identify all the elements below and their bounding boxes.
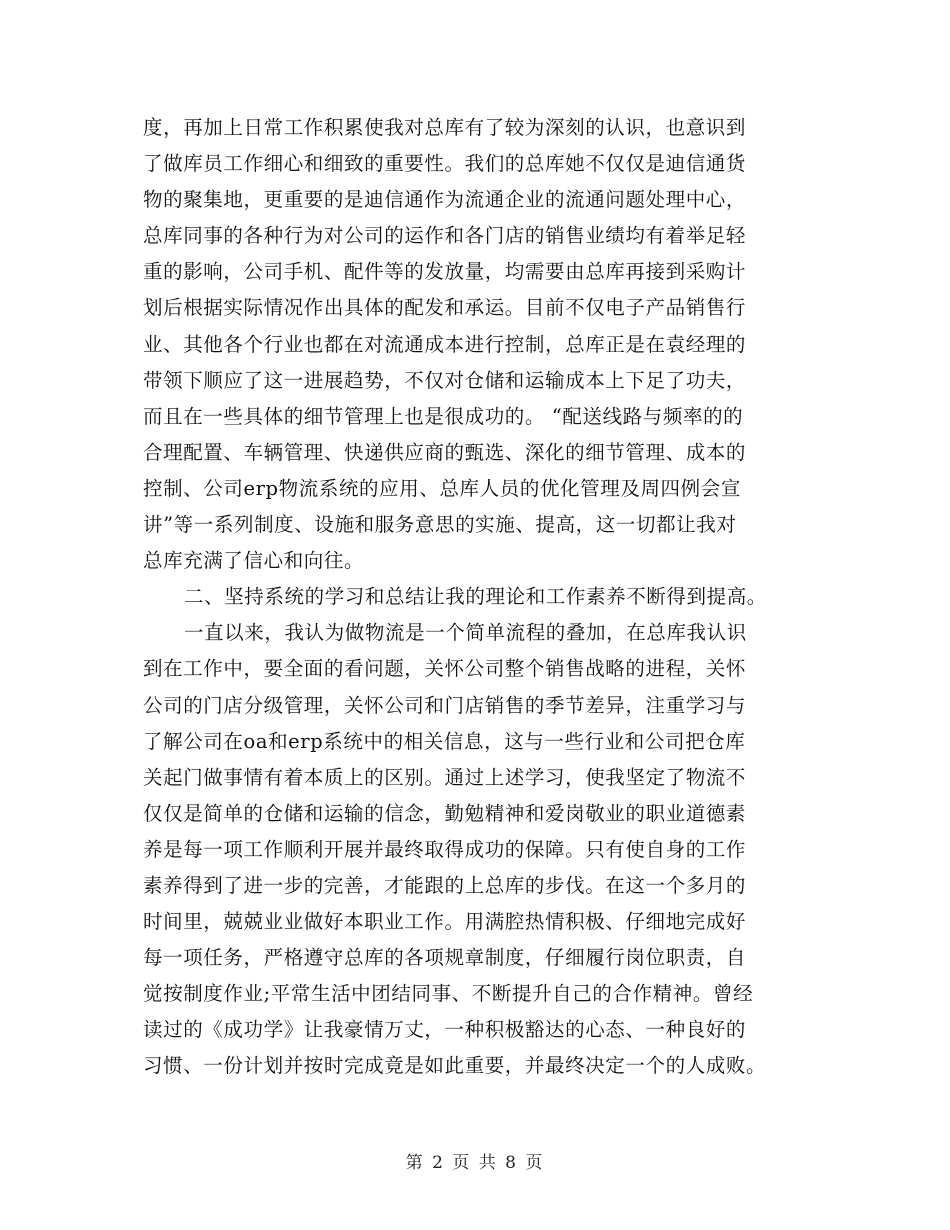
text-line: 习惯、一份计划并按时完成竟是如此重要，并最终决定一个的人成败。: [143, 1054, 767, 1078]
text-line: 关起门做事情有着本质上的区别。通过上述学习，使我坚定了物流不: [143, 765, 747, 789]
text-line: 了解公司在oa和erp系统中的相关信息，这与一些行业和公司把仓库: [143, 729, 746, 753]
text-line: 总库充满了信心和向往。: [143, 549, 365, 573]
text-line: 公司的门店分级管理，关怀公司和门店销售的季节差异，注重学习与: [143, 693, 747, 717]
page-number-footer: 第 2 页 共 8 页: [405, 1153, 545, 1173]
section-heading: 二、坚持系统的学习和总结让我的理论和工作素养不断得到提高。: [184, 585, 767, 609]
text-line: 到在工作中，要全面的看问题，关怀公司整个销售战略的进程，关怀: [143, 657, 747, 681]
text-line: 每一项任务，严格遵守总库的各项规章制度，仔细履行岗位职责，自: [143, 946, 747, 970]
text-line: 合理配置、车辆管理、快递供应商的甄选、深化的细节管理、成本的: [143, 440, 747, 464]
text-line: 业、其他各个行业也都在对流通成本进行控制，总库正是在袁经理的: [143, 332, 747, 356]
text-line: 觉按制度作业;平常生活中团结同事、不断提升自己的合作精神。曾经: [143, 982, 754, 1006]
text-line: 控制、公司erp物流系统的应用、总库人员的优化管理及周四例会宣: [143, 476, 741, 500]
document-body: [143, 110, 808, 1085]
text-line: 带领下顺应了这一进展趋势，不仅对仓储和运输成本上下足了功夫，: [143, 368, 747, 392]
text-line: 重的影响，公司手机、配件等的发放量，均需要由总库再接到采购计: [143, 260, 747, 284]
text-line: 了做库员工作细心和细致的重要性。我们的总库她不仅仅是迪信通货: [143, 152, 747, 176]
text-line: 总库同事的各种行为对公司的运作和各门店的销售业绩均有着举足轻: [143, 224, 747, 248]
text-line: 读过的《成功学》让我豪情万丈，一种积极豁达的心态、一种良好的: [143, 1018, 747, 1042]
text-line: 讲”等一系列制度、设施和服务意思的实施、提高，这一切都让我对: [143, 513, 737, 537]
text-line: 素养得到了进一步的完善，才能跟的上总库的步伐。在这一个多月的: [143, 873, 747, 897]
text-line: 划后根据实际情况作出具体的配发和承运。目前不仅电子产品销售行: [143, 296, 747, 320]
text-line: 仅仅是简单的仓储和运输的信念，勤勉精神和爱岗敬业的职业道德素: [143, 801, 747, 825]
text-line: 养是每一项工作顺利开展并最终取得成功的保障。只有使自身的工作: [143, 837, 747, 861]
text-line: 物的聚集地，更重要的是迪信通作为流通企业的流通问题处理中心，: [143, 188, 747, 212]
text-line: 时间里，兢兢业业做好本职业工作。用满腔热情积极、仔细地完成好: [143, 910, 747, 934]
text-line: 度，再加上日常工作积累使我对总库有了较为深刻的认识，也意识到: [143, 116, 747, 139]
text-line: 一直以来，我认为做物流是一个简单流程的叠加，在总库我认识: [184, 621, 747, 645]
text-line: 而且在一些具体的细节管理上也是很成功的。 “配送线路与频率的的: [143, 404, 744, 428]
